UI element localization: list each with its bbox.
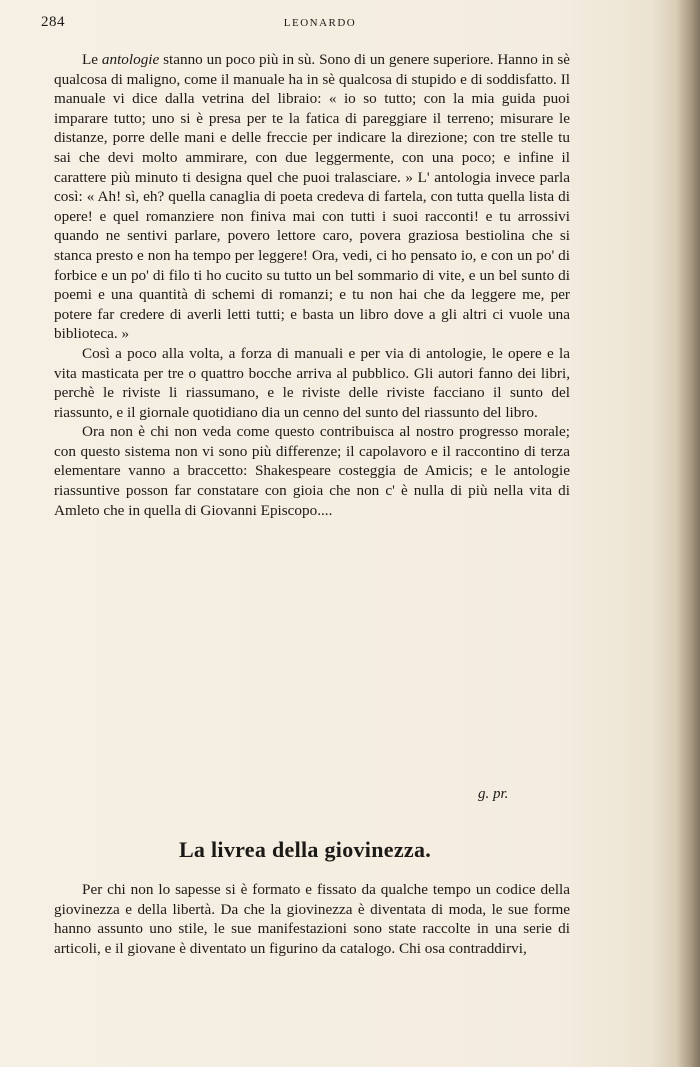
- article-livrea: [54, 880, 570, 958]
- italic-term: antologie: [101, 51, 160, 68]
- section-title: La livrea della giovinezza.: [178, 837, 432, 862]
- paragraph: [54, 50, 570, 344]
- article-antologie: [54, 50, 570, 520]
- paragraph-rest: stanno un poco più in sù. Sono di un genere superiore. Hanno in sè qualcosa di maligno, come il manuale ha in sè qualcosa di stupido e di soddisfatto. Il manuale vi dice dalla vetrina del libraio: « io so tutto; con la mia guida puoi imparare tutto; uno si è presa per te la fatica di pareggiare il terreno; misurare le distanze, porre delle mani e delle freccie per indicare la direzione; con tre stelle tu sai che devi molto ammirare, con due leggermente, con una poco; e infine il carattere più minuto ti designa quel che puoi tralasciare. » L' antologia invece parla così: « Ah! sì, eh? quella canaglia di poeta credeva di fartela, con tutta quella lista di opere! e quel romanziere non finiva mai con tutti i suoi racconti! e tu arrossivi quando ne sentivi parlare, povero lettore caro, povera graziosa bestiolina che si stanca presto e non ha tempo per leggere! Ora, vedi, ci ho pensato io, e con un po' di forbice e un po' di filo ti ho cucito su tutto un bel sommario di vite, e un bel sunto di poemi e una quantità di schemi di romanzi; e tu non hai che da leggere me, per potere far credere di averli letti tutti; e basta un libro dove a gli altri ci vuole una biblioteca. »: [54, 51, 570, 343]
- paragraph: Per chi non lo sapesse si è formato e fissato da qualche tempo un codice della giovinezza e della libertà. Da che la giovinezza è diventata di moda, le sue forme hanno assunto uno stile, le sue manifestazioni sono state raccolte in una serie di articoli, e il giovane è diventato un figurino da catalogo. Chi osa contraddirvi,: [54, 881, 570, 957]
- page-gutter-shadow: [676, 0, 700, 1067]
- running-head: LEONARDO: [283, 17, 357, 29]
- paragraph-start: Le: [82, 51, 102, 68]
- paragraph: Così a poco alla volta, a forza di manuali e per via di antologie, le opere e la vita masticata per tre o quattro bocche arriva al pubblico. Gli autori fanno dei libri, perchè le riviste li riassumano, e le riviste delle riviste facciano il sunto del riassunto, e il giornale quotidiano dia un cenno del sunto del riassunto del libro.: [54, 344, 570, 421]
- page-number: 284: [41, 14, 65, 30]
- author-signature: g. pr.: [478, 786, 509, 802]
- paragraph: Ora non è chi non veda come questo contribuisca al nostro progresso morale; con questo sistema non vi sono più differenze; il capolavoro e il raccontino di terza elementare vanno a braccetto: Shakespeare costeggia de Amicis; e le antologie riassuntive posson far constatare con gioia che non c' è nulla di più nella vita di Amleto che in quella di Giovanni Episcopo....: [54, 423, 570, 519]
